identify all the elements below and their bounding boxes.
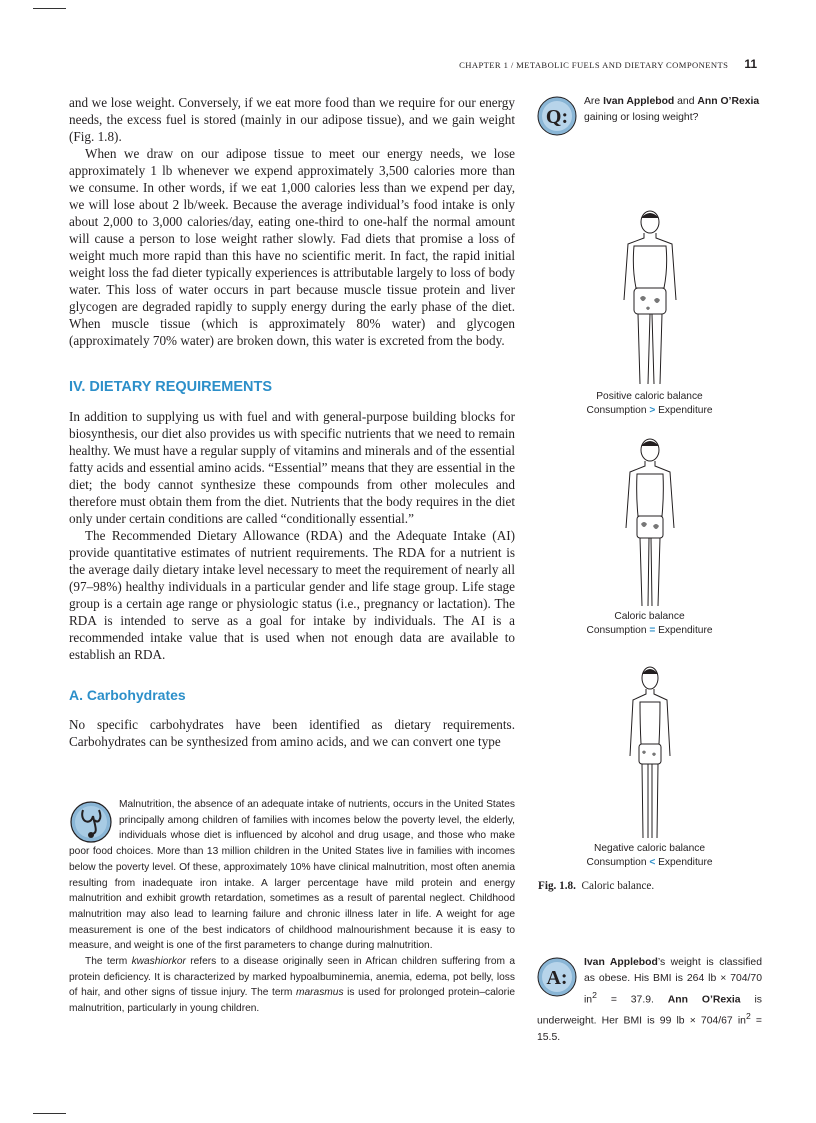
normal-person-illustration — [610, 436, 690, 610]
page-number: 11 — [744, 57, 757, 71]
superscript: 2 — [592, 990, 597, 1000]
paragraph — [69, 954, 515, 1017]
text-run: Expenditure — [655, 856, 713, 868]
text-run: = 15.5. — [537, 1015, 762, 1043]
panel-equation — [572, 624, 727, 638]
text-run: refers to a disease originally seen in African children suffering from a protein deficiency. It is characterized by marked hypoalbuminemia, anemia, edema, pot belly, loss of hair, and other signs of tissue injury. The term — [69, 956, 515, 999]
figure-panel-negative — [572, 664, 727, 869]
text-run: and — [674, 96, 698, 107]
text-run: gaining or losing weight? — [584, 112, 699, 123]
text-run: Consumption — [586, 404, 650, 416]
superscript: 2 — [745, 1011, 751, 1022]
text-run: Consumption — [586, 856, 650, 868]
paragraph: No specific carbohydrates have been identified as dietary requirements. Carbohydrates can be synthesized from amino acids, and we can convert one type — [69, 717, 515, 749]
text-run: The term — [85, 956, 132, 968]
paragraph: In addition to supplying us with fuel and with general-purpose building blocks for biosynthesis, our diet also provides us with specific nutrients that we need to remain healthy. We must have a regular supply of vitamins and minerals and of the essential fatty acids and essential amino acids. “Essential” means that they are essential in the diet; the body cannot synthesize these compounds from other molecules and therefore must obtain them from the diet. Nutrients that the body requires in the diet only under certain conditions are called “conditionally essential.” — [69, 409, 515, 526]
paragraph: The Recommended Dietary Allowance (RDA) and the Adequate Intake (AI) provide quantitative estimates of nutrient requirements. The RDA for a nutrient is the average daily dietary intake level necessary to meet the requirement of nearly all (97–98%) healthy individuals in a particular gender and life stage group. Life stage group is a certain age range or physiologic status (i.e., pregnancy or lactation). The RDA is intended to serve as a goal for intake by individuals. The AI is a recommended intake value that is used when not enough data are available to establish an RDA. — [69, 528, 515, 662]
crop-mark-top — [33, 8, 66, 9]
figure-panel-positive — [572, 208, 727, 417]
text-run: ’s weight is classified as obese. His BMI is 264 lb × 704/70 in — [584, 957, 762, 1006]
panel-title: Positive caloric balance — [596, 391, 703, 402]
text-run: = 37.9. — [596, 994, 668, 1006]
figure-caption-text: Caloric balance. — [581, 880, 655, 892]
patient-name: Ivan Applebod — [603, 96, 675, 107]
text-run: is underweight. Her BMI is 99 lb × 704/67 in — [537, 994, 762, 1027]
panel-caption — [572, 842, 727, 869]
term-marasmus: marasmus — [295, 987, 344, 999]
text-run: Expenditure — [655, 404, 713, 416]
panel-equation — [572, 856, 727, 870]
panel-equation — [572, 404, 727, 418]
answer-icon — [537, 957, 577, 997]
paragraph: and we lose weight. Conversely, if we eat more food than we require for our energy needs, the excess fuel is stored (mainly in our adipose tissue), and we gain weight (Fig. 1.8). — [69, 95, 515, 144]
running-title: CHAPTER 1 / METABOLIC FUELS AND DIETARY COMPONENTS — [459, 60, 729, 70]
stethoscope-icon — [69, 800, 113, 844]
patient-name: Ann O’Rexia — [667, 994, 741, 1006]
crop-mark-bottom — [33, 1113, 66, 1114]
question-icon — [537, 96, 577, 136]
overweight-person-illustration — [610, 208, 690, 390]
panel-title: Negative caloric balance — [594, 843, 705, 854]
patient-name: Ivan Applebod — [584, 957, 658, 968]
patient-name: Ann O’Rexia — [697, 96, 760, 107]
less-than-symbol: < — [649, 856, 656, 868]
text-run: Consumption — [586, 624, 650, 636]
running-head — [380, 57, 757, 71]
paragraph: Malnutrition, the absence of an adequate intake of nutrients, occurs in the United States principally among children of families with incomes below the poverty level, the elderly, individuals whose diet is influenced by alcohol and drug usage, and those who make poor food choices. More than 13 million children in the United States live in families with incomes below the poverty level. Of these, approximately 10% have clinical malnutrition, most often anemia resulting from inadequate iron intake. A larger percentage have mild protein and energy malnutrition and exhibit growth retardation, sometimes as a result of parental neglect. Childhood malnutrition may also lead to learning failure and chronic illness later in life. A weight for age measurement is one of the best indicators of childhood malnourishment because it is easy to measure, and weight is one of the first parameters to change during malnutrition. — [69, 799, 515, 952]
text-run: Expenditure — [655, 624, 713, 636]
panel-caption — [572, 610, 727, 637]
panel-title: Caloric balance — [614, 611, 685, 622]
clinical-comment — [69, 797, 515, 1017]
answer-icon-label: A: — [546, 967, 568, 989]
panel-caption — [572, 390, 727, 417]
underweight-person-illustration — [610, 664, 690, 842]
greater-than-symbol: > — [649, 404, 656, 416]
figure-caption — [538, 880, 758, 892]
term-kwashiorkor: kwashiorkor — [131, 956, 186, 968]
figure-panel-balance — [572, 436, 727, 637]
text-run: Are — [584, 96, 604, 107]
main-text-column — [69, 94, 515, 750]
subsection-heading: A. Carbohydrates — [69, 687, 186, 703]
section-heading: IV. DIETARY REQUIREMENTS — [69, 379, 273, 395]
figure-label: Fig. 1.8. — [538, 880, 576, 892]
question-box — [537, 94, 762, 136]
answer-box — [537, 955, 762, 1046]
equals-symbol: = — [649, 624, 656, 636]
text-run: is used for prolonged protein–calorie malnutrition, particularly in young children. — [69, 987, 516, 1015]
question-icon-label: Q: — [545, 106, 569, 128]
paragraph: When we draw on our adipose tissue to meet our energy needs, we lose approximately 1 lb whenever we expend approximately 3,500 calories more than we consume. In other words, if we eat 1,000 calories less than we expend per day, we will lose about 2 lb/week. Because the average individual’s food intake is only about 2,000 to 3,000 calories/day, eating one-third to one-half the normal amount will cause a person to lose weight rather slowly. Fad diets that promise a loss of weight much more rapid than this have no scientific merit. In fact, the rapid initial weight loss the fad dieter typically experiences is attributable largely to loss of body water. This loss of water occurs in part because muscle tissue protein and liver glycogen are degraded rapidly to supply energy during the early phase of the diet. When muscle tissue (which is approximately 80% water) and glycogen (approximately 70% water) are broken down, this water is excreted from the body. — [69, 146, 515, 348]
